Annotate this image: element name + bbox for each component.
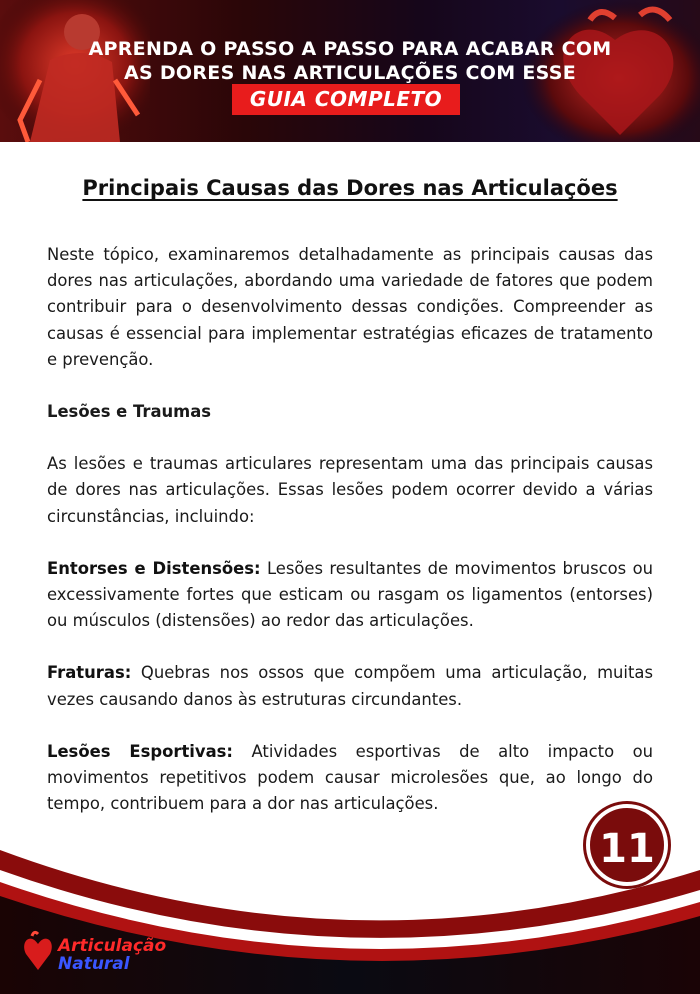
- list-item: [47, 739, 653, 818]
- item-term: Fraturas:: [47, 663, 132, 683]
- header-headline-line2: AS DORES NAS ARTICULAÇÕES COM ESSE: [123, 62, 577, 84]
- brand-name-line1: Articulação: [58, 936, 167, 956]
- section-heading: Lesões e Traumas: [47, 402, 212, 422]
- heart-icon: [20, 930, 56, 976]
- list-item: [47, 556, 653, 635]
- brand-name-line2: Natural: [58, 954, 130, 974]
- brand-logo: [20, 930, 220, 980]
- item-text: Quebras nos ossos que compõem uma articulação, muitas vezes causando danos às estruturas circundantes.: [47, 663, 653, 709]
- section-paragraph: As lesões e traumas articulares representam uma das principais causas de dores nas articulações. Essas lesões podem ocorrer devido a várias circunstâncias, incluindo:: [47, 454, 653, 526]
- header-banner: [0, 0, 700, 142]
- header-headline-line1: APRENDA O PASSO A PASSO PARA ACABAR COM: [88, 38, 612, 60]
- item-text: Lesões resultantes de movimentos bruscos ou excessivamente fortes que esticam ou rasgam os ligamentos (entorses) ou músculos (distensões) ao redor das articulações.: [47, 558, 653, 631]
- item-term: Lesões Esportivas:: [47, 741, 233, 761]
- intro-paragraph: Neste tópico, examinaremos detalhadamente as principais causas das dores nas articulações, abordando uma variedade de fatores que podem contribuir para o desenvolvimento dessas condições. Compreender as causas é essencial para implementar estratégias eficazes de tratamento e prevenção.: [47, 245, 653, 369]
- page-number-badge: 11: [586, 804, 668, 886]
- item-text: Atividades esportivas de alto impacto ou movimentos repetitivos podem causar microlesões que, ao longo do tempo, contribuem para a dor nas articulações.: [47, 741, 654, 814]
- item-term: Entorses e Distensões:: [47, 558, 261, 578]
- list-item: [47, 660, 653, 712]
- page-title: Principais Causas das Dores nas Articulações: [82, 176, 618, 200]
- content-body: [47, 242, 653, 817]
- guide-badge: GUIA COMPLETO: [232, 84, 460, 115]
